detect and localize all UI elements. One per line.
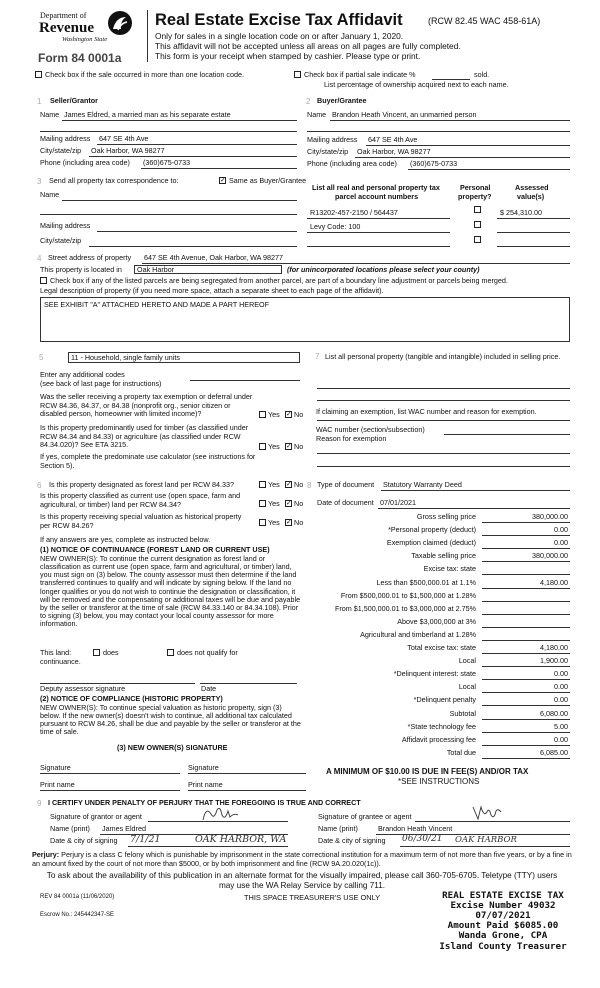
corr-mail-field[interactable] bbox=[97, 231, 297, 232]
historic-no-checkbox[interactable]: ✓ bbox=[286, 519, 292, 526]
tax-row-label: *Delinquent penalty bbox=[413, 695, 476, 704]
additional-codes-label: Enter any additional codes bbox=[40, 370, 125, 379]
stamp-line-6: Island County Treasurer bbox=[439, 940, 567, 952]
see-instructions-note: *SEE INSTRUCTIONS bbox=[398, 777, 480, 786]
any-yes-note: If any answers are yes, complete as instructed below. bbox=[40, 535, 211, 544]
form-sub2: This affidavit will not be accepted unless all areas on all pages are fully completed. bbox=[155, 41, 461, 51]
levy-code[interactable]: Levy Code: 100 bbox=[310, 222, 361, 231]
seller-name-label: Name bbox=[40, 110, 60, 119]
tax-row-value[interactable]: 0.00 bbox=[554, 538, 568, 547]
assessed-heading-1: Assessed bbox=[515, 183, 549, 192]
parcel-number[interactable]: R13202-457-2150 / 564437 bbox=[310, 208, 398, 217]
street-address[interactable]: 647 SE 4th Avenue, Oak Harbor, WA 98277 bbox=[144, 253, 284, 262]
does-label: does bbox=[103, 648, 119, 657]
seller-mail[interactable]: 647 SE 4th Ave bbox=[99, 134, 149, 143]
timber-no-checkbox[interactable]: ✓ bbox=[286, 443, 292, 450]
owner-signature-label-1: Signature bbox=[40, 763, 71, 772]
tax-row-value[interactable]: 5.00 bbox=[554, 722, 568, 731]
buyer-heading: Buyer/Grantee bbox=[317, 96, 367, 105]
buyer-mail[interactable]: 647 SE 4th Ave bbox=[368, 135, 418, 144]
personal-property-checkbox-1[interactable] bbox=[474, 206, 481, 213]
form-sub3: This form is your receipt when stamped by cashier. Please type or print. bbox=[155, 51, 421, 61]
dept-line2: Revenue bbox=[39, 20, 94, 36]
segregated-checkbox[interactable] bbox=[40, 277, 47, 284]
escrow-number: Escrow No.: 245442347-SE bbox=[40, 912, 115, 918]
document-type[interactable]: Statutory Warranty Deed bbox=[383, 480, 462, 489]
location-select[interactable]: Oak Harbor bbox=[134, 265, 282, 274]
buyer-phone-label: Phone (including area code) bbox=[307, 159, 397, 168]
personal-property-field-2[interactable] bbox=[317, 400, 570, 401]
exemption-claim-label: If claiming an exemption, list WAC number and reason for exemption. bbox=[316, 407, 537, 416]
historic-yes-label: Yes bbox=[268, 518, 280, 527]
document-date-label: Date of document bbox=[317, 498, 374, 507]
stamp-line-4: Amount Paid $6085.00 bbox=[447, 920, 559, 932]
notice-compliance-body: NEW OWNER(S): To continue special valuation as historic property, sign (3) below. If the new owner(s) doesn't wish to continue, all additional tax calculated pursuant to RCW 84.26, shall be due and payable by the seller or transferor at the time of sale. bbox=[40, 703, 301, 737]
current-use-question: Is this property classified as current use (open space, farm and agricultural, or timber) land per RCW 84.34? bbox=[40, 491, 241, 509]
ownership-note: List percentage of ownership acquired next to each name. bbox=[324, 80, 509, 89]
seller-mail-line bbox=[97, 144, 297, 145]
grantor-name[interactable]: James Eldred bbox=[102, 824, 146, 833]
current-use-no-checkbox[interactable]: ✓ bbox=[286, 500, 292, 507]
tax-row-line bbox=[482, 548, 570, 549]
form-revision: REV 84 0001a (11/06/2020) bbox=[40, 894, 115, 900]
tax-row-value[interactable]: 0.00 bbox=[554, 682, 568, 691]
tax-row-label: Excise tax: state bbox=[423, 564, 476, 573]
exemption-no-checkbox[interactable]: ✓ bbox=[286, 411, 292, 418]
grantee-date-label: Date & city of signing bbox=[318, 836, 386, 845]
tax-row-line bbox=[482, 679, 570, 680]
perjury-text: Perjury is a class C felony which is punishable by imprisonment in the state correctional institution for a maximum term of not more than five years, or by a fine in an amount fixed by the court of not more than $5000, or by both imprisonment and fine (RCW 9A.20.020(1c)). bbox=[32, 850, 572, 868]
reason-field[interactable] bbox=[317, 453, 570, 454]
corr-mail-label: Mailing address bbox=[40, 221, 91, 230]
parcel-line-1 bbox=[307, 218, 450, 219]
tax-row-line bbox=[482, 627, 570, 628]
seller-name-line bbox=[62, 120, 297, 121]
buyer-name-label: Name bbox=[307, 110, 327, 119]
legal-description-box[interactable] bbox=[40, 297, 570, 342]
owner-print-label-1: Print name bbox=[40, 780, 75, 789]
street-label: Street address of property bbox=[48, 253, 132, 262]
forest-yes-checkbox[interactable] bbox=[259, 481, 266, 488]
tax-row-label: Total excise tax: state bbox=[407, 643, 476, 652]
perjury-notice bbox=[32, 851, 578, 868]
tax-row-label: *Delinquent interest: state bbox=[393, 669, 476, 678]
tax-row-value[interactable]: 0.00 bbox=[554, 695, 568, 704]
current-use-yes-label: Yes bbox=[268, 499, 280, 508]
stamp-line-2: Excise Number 49032 bbox=[450, 900, 556, 912]
timber-question: Is this property predominantly used for timber (as classified under RCW 84.34 and 84.33) or agriculture (as classified under RCW 84.34.020)? See ETA 3215. bbox=[40, 423, 249, 450]
dor-emblem-icon bbox=[107, 10, 133, 36]
accessibility-notice: To ask about the availability of this publication in an alternate format for the visually impaired, please call 360-705-6705. Teletype (TTY) users may use the WA Relay Service by calling 711. bbox=[46, 871, 558, 890]
exemption-question: Was the seller receiving a property tax exemption or deferral under RCW 84.36, 84.37, or 84.38 (nonprofit org., senior citizen or disabled person, homeowner with limited income)? bbox=[40, 392, 253, 419]
grantor-signature-image bbox=[200, 803, 240, 823]
unincorporated-note: (for unincorporated locations please select your county) bbox=[287, 265, 480, 274]
segregated-label: Check box if any of the listed parcels are being segregated from another parcel, are part of a boundary line adjustment or parcels being merged. bbox=[50, 276, 508, 285]
section-9-number: 9 bbox=[37, 799, 42, 808]
additional-codes-field[interactable] bbox=[190, 380, 300, 381]
personal-property-label: List all personal property (tangible and intangible) included in selling price. bbox=[325, 352, 561, 361]
exemption-no-label: No bbox=[294, 410, 304, 419]
multi-location-label: Check box if the sale occurred in more than one location code. bbox=[45, 70, 244, 79]
stamp-line-1: REAL ESTATE EXCISE TAX bbox=[442, 890, 564, 901]
wac-field[interactable] bbox=[444, 434, 570, 435]
current-use-no-label: No bbox=[294, 499, 304, 508]
document-date[interactable]: 07/01/2021 bbox=[380, 498, 416, 507]
grantee-signature-label: Signature of grantee or agent bbox=[318, 812, 412, 821]
tax-row-line bbox=[482, 601, 570, 602]
grantor-date-label: Date & city of signing bbox=[50, 836, 118, 845]
corr-name-line2 bbox=[40, 214, 297, 215]
tax-row-label: From $1,500,000.01 to $3,000,000 at 2.75% bbox=[334, 604, 476, 613]
tax-row-line bbox=[482, 614, 570, 615]
tax-row-label: Above $3,000,000 at 3% bbox=[397, 617, 476, 626]
sold-label: sold. bbox=[474, 70, 490, 79]
form-title: Real Estate Excise Tax Affidavit bbox=[155, 11, 403, 29]
timber-yes-checkbox[interactable] bbox=[259, 443, 266, 450]
historic-question: Is this property receiving special valuation as historical property per RCW 84.26? bbox=[40, 512, 242, 530]
grantee-date[interactable]: 06/30/21 bbox=[402, 834, 443, 844]
seller-city-label: City/state/zip bbox=[40, 146, 82, 155]
seller-name-line2 bbox=[40, 131, 297, 132]
seller-phone[interactable]: (360)675-0733 bbox=[143, 158, 191, 167]
tax-row-value[interactable]: 1,900.00 bbox=[540, 656, 568, 665]
timber-yes-label: Yes bbox=[268, 442, 280, 451]
grantee-signature-image bbox=[470, 803, 502, 823]
tax-row-value[interactable]: 4,180.00 bbox=[540, 643, 568, 652]
notice-compliance-heading: (2) NOTICE OF COMPLIANCE (HISTORIC PROPERTY) bbox=[40, 694, 223, 703]
section-3-number: 3 bbox=[37, 177, 42, 186]
certify-heading: I CERTIFY UNDER PENALTY OF PERJURY THAT THE FOREGOING IS TRUE AND CORRECT bbox=[48, 798, 361, 807]
timber-no-label: No bbox=[294, 442, 304, 451]
current-use-yes-checkbox[interactable] bbox=[259, 500, 266, 507]
buyer-name-line2 bbox=[307, 131, 570, 132]
tax-row-line bbox=[482, 666, 570, 667]
section-4-number: 4 bbox=[37, 254, 42, 263]
does-not-qualify-checkbox[interactable] bbox=[167, 649, 174, 656]
header-divider bbox=[147, 10, 148, 62]
historic-no-label: No bbox=[294, 518, 304, 527]
owner-print-field-1[interactable] bbox=[40, 790, 180, 791]
personal-property-checkbox-2[interactable] bbox=[474, 221, 481, 228]
minimum-due-note: A MINIMUM OF $10.00 IS DUE IN FEE(S) AND/OR TAX bbox=[326, 767, 529, 776]
partial-sale-label: Check box if partial sale indicate % bbox=[304, 70, 416, 79]
assessed-line-2 bbox=[497, 232, 570, 233]
tax-row-line bbox=[482, 705, 570, 706]
tax-row-value[interactable]: 6,080.00 bbox=[540, 709, 568, 718]
stamp-line-5: Wanda Grone, CPA bbox=[458, 930, 548, 942]
partial-sale-checkbox[interactable] bbox=[294, 71, 301, 78]
parcel-heading-2: parcel account numbers bbox=[335, 192, 419, 201]
form-number: Form 84 0001a bbox=[38, 51, 122, 65]
reason-label: Reason for exemption bbox=[316, 434, 387, 443]
section-7-number: 7 bbox=[315, 352, 320, 361]
tax-row-line bbox=[482, 719, 570, 720]
tax-row-value[interactable]: 4,180.00 bbox=[540, 578, 568, 587]
treasurer-stamp bbox=[428, 891, 578, 952]
tax-row-line bbox=[482, 653, 570, 654]
document-type-label: Type of document bbox=[317, 480, 375, 489]
tax-row-line bbox=[482, 535, 570, 536]
street-line bbox=[142, 263, 570, 264]
buyer-city-label: City/state/zip bbox=[307, 147, 349, 156]
wac-label: WAC number (section/subsection) bbox=[316, 425, 425, 434]
timber-note: If yes, complete the predominate use calculator (see instructions for Section 5). bbox=[40, 452, 256, 470]
corr-name-label: Name bbox=[40, 190, 60, 199]
seller-name[interactable]: James Eldred, a married man as his separate estate bbox=[64, 110, 231, 119]
tax-row-label: Local bbox=[458, 656, 476, 665]
tax-row-value[interactable]: 6,085.00 bbox=[540, 748, 568, 757]
grantee-date-line bbox=[400, 846, 570, 847]
dept-line3: Washington State bbox=[62, 36, 108, 43]
buyer-name-line bbox=[330, 120, 570, 121]
seller-heading: Seller/Grantor bbox=[50, 96, 98, 105]
exemption-claim-line bbox=[317, 420, 570, 421]
tax-row-label: Less than $500,000.01 at 1.1% bbox=[376, 578, 476, 587]
owner-signature-label-2: Signature bbox=[188, 763, 219, 772]
new-owner-signature-heading: (3) NEW OWNER(S) SIGNATURE bbox=[117, 743, 228, 752]
assessed-line-3[interactable] bbox=[497, 246, 570, 247]
corr-city-field[interactable] bbox=[89, 246, 297, 247]
grantor-signature-label: Signature of grantor or agent bbox=[50, 812, 142, 821]
forest-yes-label: Yes bbox=[268, 480, 280, 489]
tax-row-label: Exemption claimed (deduct) bbox=[386, 538, 476, 547]
section-6-number: 6 bbox=[37, 481, 42, 490]
assessed-line-1 bbox=[497, 218, 570, 219]
tax-row-value[interactable]: 0.00 bbox=[554, 525, 568, 534]
same-as-buyer-checkbox[interactable]: ✓ bbox=[220, 177, 226, 184]
forest-no-label: No bbox=[294, 480, 304, 489]
tax-row-value[interactable]: 380,000.00 bbox=[532, 551, 568, 560]
tax-row-label: Agricultural and timberland at 1.28% bbox=[360, 630, 476, 639]
corr-name-field[interactable] bbox=[62, 200, 297, 201]
tax-row-label: Gross selling price bbox=[416, 512, 476, 521]
tax-row-line bbox=[482, 522, 570, 523]
this-land-label: This land: bbox=[40, 648, 72, 657]
personal-property-checkbox-3[interactable] bbox=[474, 236, 481, 243]
perjury-label: Perjury: bbox=[32, 850, 60, 859]
tax-row-line bbox=[482, 732, 570, 733]
grantee-city[interactable]: OAK HARBOR bbox=[455, 835, 517, 845]
owner-signature-field-1[interactable] bbox=[40, 773, 180, 774]
corr-city-label: City/state/zip bbox=[40, 236, 82, 245]
correspondence-label: Send all property tax correspondence to: bbox=[49, 176, 179, 185]
seller-city-line bbox=[89, 156, 297, 157]
exemption-yes-label: Yes bbox=[268, 410, 280, 419]
form-sub1: Only for sales in a single location code on or after January 1, 2020. bbox=[155, 31, 404, 41]
parcel-line-2 bbox=[307, 232, 450, 233]
personal-heading-2: property? bbox=[458, 192, 492, 201]
section-1-number: 1 bbox=[37, 97, 42, 106]
tax-row-label: Subtotal bbox=[449, 709, 476, 718]
tax-row-label: Taxable selling price bbox=[411, 551, 476, 560]
document-type-line bbox=[381, 490, 570, 491]
section-5-number: 5 bbox=[39, 353, 44, 362]
buyer-city-line bbox=[355, 157, 570, 158]
parcel-line-3[interactable] bbox=[307, 246, 450, 247]
same-as-buyer-label: Same as Buyer/Grantee bbox=[229, 176, 307, 185]
buyer-phone-line bbox=[408, 169, 570, 170]
tax-row-label: *Personal property (deduct) bbox=[388, 525, 476, 534]
forest-no-checkbox[interactable]: ✓ bbox=[286, 481, 292, 488]
deputy-date-label: Date bbox=[201, 684, 217, 693]
seller-mail-label: Mailing address bbox=[40, 134, 91, 143]
tax-row-line bbox=[482, 758, 570, 759]
owner-print-label-2: Print name bbox=[188, 780, 223, 789]
tax-row-label: Total due bbox=[446, 748, 476, 757]
continuance-label: continuance. bbox=[40, 657, 81, 666]
seller-phone-label: Phone (including area code) bbox=[40, 158, 130, 167]
tax-row-label: *State technology fee bbox=[407, 722, 476, 731]
legal-description: SEE EXHIBIT "A" ATTACHED HERETO AND MADE A PART HEREOF bbox=[44, 300, 270, 309]
land-use-code-select[interactable]: 11 - Household, single family units bbox=[68, 352, 300, 363]
tax-row-line bbox=[482, 561, 570, 562]
grantor-date-line bbox=[128, 846, 288, 847]
stamp-line-3: 07/07/2021 bbox=[475, 910, 531, 922]
exemption-yes-checkbox[interactable] bbox=[259, 411, 266, 418]
legal-label: Legal description of property (if you need more space, attach a separate sheet to each page of the affidavit). bbox=[40, 286, 384, 295]
personal-property-field[interactable] bbox=[317, 388, 570, 389]
additional-codes-note: (see back of last page for instructions) bbox=[40, 379, 162, 388]
buyer-phone[interactable]: (360)675-0733 bbox=[410, 159, 458, 168]
tax-row-line bbox=[482, 640, 570, 641]
does-not-label: does not qualify for bbox=[177, 648, 238, 657]
tax-row-label: Affidavit processing fee bbox=[401, 735, 476, 744]
parcel-heading-1: List all real and personal property tax bbox=[312, 183, 440, 192]
tax-row-line bbox=[482, 692, 570, 693]
does-qualify-checkbox[interactable] bbox=[93, 649, 100, 656]
form-statute: (RCW 82.45 WAC 458-61A) bbox=[428, 16, 541, 26]
tax-row-label: From $500,000.01 to $1,500,000 at 1.28% bbox=[340, 591, 476, 600]
grantor-name-label: Name (print) bbox=[50, 824, 90, 833]
tax-row-value[interactable]: 380,000.00 bbox=[532, 512, 568, 521]
grantee-name-label: Name (print) bbox=[318, 824, 358, 833]
owner-print-field-2[interactable] bbox=[188, 790, 306, 791]
seller-city[interactable]: Oak Harbor, WA 98277 bbox=[91, 146, 165, 155]
treasurer-use-label: THIS SPACE TREASURER'S USE ONLY bbox=[244, 893, 381, 902]
grantee-name[interactable]: Brandon Heath Vincent bbox=[378, 824, 453, 833]
document-date-line bbox=[378, 508, 570, 509]
notice-continuance-heading: (1) NOTICE OF CONTINUANCE (FOREST LAND OR CURRENT USE) bbox=[40, 545, 270, 554]
multi-location-checkbox[interactable] bbox=[35, 71, 42, 78]
section-2-number: 2 bbox=[306, 97, 311, 106]
seller-phone-line bbox=[141, 168, 297, 169]
buyer-mail-line bbox=[366, 145, 570, 146]
forest-question: Is this property designated as forest land per RCW 84.33? bbox=[49, 480, 234, 489]
section-8-number: 8 bbox=[307, 481, 312, 490]
tax-row-value[interactable]: 0.00 bbox=[554, 669, 568, 678]
buyer-city[interactable]: Oak Harbor, WA 98277 bbox=[357, 147, 431, 156]
historic-yes-checkbox[interactable] bbox=[259, 519, 266, 526]
reason-field-2[interactable] bbox=[317, 466, 570, 467]
assessed-value[interactable]: $ 254,310.00 bbox=[500, 208, 542, 217]
tax-row-line bbox=[482, 574, 570, 575]
located-label: This property is located in bbox=[40, 265, 122, 274]
assessed-heading-2: value(s) bbox=[517, 192, 545, 201]
grantor-city[interactable]: OAK HARBOR, WA bbox=[195, 834, 287, 845]
grantor-date[interactable]: 7/1/21 bbox=[130, 834, 161, 845]
tax-row-value[interactable]: 0.00 bbox=[554, 735, 568, 744]
owner-signature-field-2[interactable] bbox=[188, 773, 306, 774]
tax-row-label: Local bbox=[458, 682, 476, 691]
personal-heading-1: Personal bbox=[460, 183, 491, 192]
tax-row-line bbox=[482, 745, 570, 746]
tax-row-line bbox=[482, 588, 570, 589]
deputy-signature-label: Deputy assessor signature bbox=[40, 684, 126, 693]
dept-line1: Department of bbox=[40, 11, 87, 20]
notice-continuance-body: NEW OWNER(S): To continue the current designation as forest land or classification as current use (open space, farm and agricultural, or timber) land, you must sign on (3) below. The county assessor must then determine if the land transferred continues to qualify and will indicate by signing below. If the land no longer qualifies or you do not wish to continue the designation or classification, it will be removed and the compensating or additional taxes will be due and payable by the seller or transferor at the time of sale (RCW 84.33.140 or 84.34.108). Prior to signing (3) below, you may contact your local county assessor for more information. bbox=[40, 554, 301, 628]
buyer-name[interactable]: Brandon Heath Vincent, an unmarried person bbox=[332, 110, 477, 119]
buyer-mail-label: Mailing address bbox=[307, 135, 358, 144]
